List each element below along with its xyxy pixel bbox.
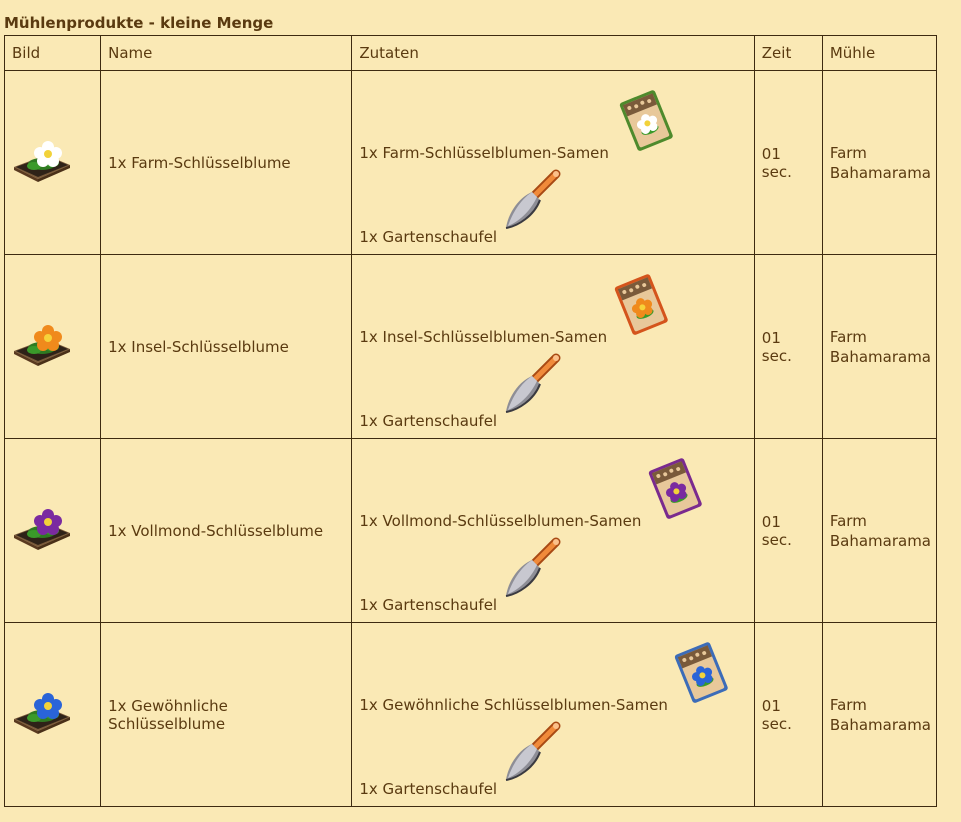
column-header-muehle: Mühle [822,36,936,71]
mill-cell [822,71,936,255]
mill-name-line2: Bahamarama [829,163,931,182]
ingredient-tool-label: 1x Gartenschaufel [359,412,498,430]
product-name: 1x Gewöhnliche Schlüsselblume [101,623,352,807]
table-row [5,439,937,623]
ingredients-cell [352,623,754,807]
column-header-bild: Bild [5,36,101,71]
ingredients-cell [352,439,754,623]
production-time: 01 sec. [754,439,822,623]
mill-cell [822,255,936,439]
production-time: 01 sec. [754,255,822,439]
product-image-cell [5,255,101,439]
page-title: Mühlenprodukte - kleine Menge [4,14,274,32]
product-name: 1x Farm-Schlüsselblume [101,71,352,255]
flower-plot-icon [12,139,72,183]
seed-packet-icon [615,85,675,155]
table-header-row [5,36,937,71]
ingredient-seed-label: 1x Gewöhnliche Schlüsselblumen-Samen [359,696,668,714]
mill-name-line2: Bahamarama [829,347,931,366]
ingredient-seed-label: 1x Insel-Schlüsselblumen-Samen [359,328,608,346]
ingredient-seed-label: 1x Farm-Schlüsselblumen-Samen [359,144,609,162]
ingredient-tool-label: 1x Gartenschaufel [359,596,498,614]
seed-packet-icon [670,637,730,707]
table-row [5,255,937,439]
mill-name-line1: Farm [829,327,867,346]
garden-trowel-icon [502,168,566,232]
seed-packet-icon [610,269,670,339]
ingredients-cell [352,255,754,439]
column-header-name: Name [101,36,352,71]
seed-packet-icon [644,453,704,523]
product-image-cell [5,623,101,807]
flower-plot-icon [12,323,72,367]
product-name: 1x Vollmond-Schlüsselblume [101,439,352,623]
ingredients-cell [352,71,754,255]
product-image-cell [5,71,101,255]
mill-name-line2: Bahamarama [829,531,931,550]
table-row [5,623,937,807]
production-time: 01 sec. [754,623,822,807]
mill-name-line1: Farm [829,143,867,162]
flower-plot-icon [12,507,72,551]
garden-trowel-icon [502,720,566,784]
product-name: 1x Insel-Schlüsselblume [101,255,352,439]
ingredient-tool-label: 1x Gartenschaufel [359,780,498,798]
mill-name-line2: Bahamarama [829,715,931,734]
column-header-zeit: Zeit [754,36,822,71]
product-image-cell [5,439,101,623]
mill-name-line1: Farm [829,695,867,714]
table-row [5,71,937,255]
mill-products-table [4,35,937,807]
column-header-zutaten: Zutaten [352,36,754,71]
garden-trowel-icon [502,352,566,416]
garden-trowel-icon [502,536,566,600]
mill-cell [822,623,936,807]
ingredient-tool-label: 1x Gartenschaufel [359,228,498,246]
flower-plot-icon [12,691,72,735]
production-time: 01 sec. [754,71,822,255]
mill-cell [822,439,936,623]
mill-name-line1: Farm [829,511,867,530]
ingredient-seed-label: 1x Vollmond-Schlüsselblumen-Samen [359,512,642,530]
